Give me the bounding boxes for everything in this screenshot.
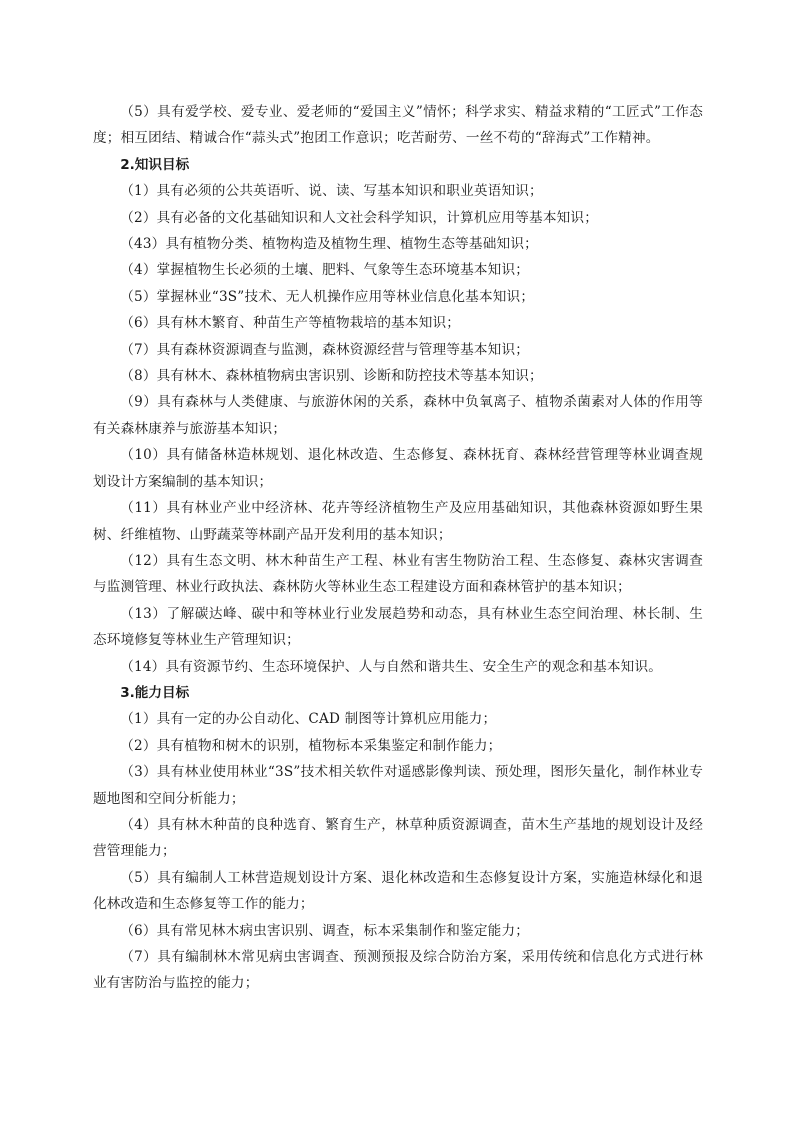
- ability-item-1: （1）具有一定的办公自动化、CAD 制图等计算机应用能力；: [120, 711, 497, 728]
- knowledge-item-6: （6）具有林木繁育、种苗生产等植物栽培的基本知识；: [120, 315, 461, 332]
- ability-item-3: （3）具有林业使用林业“3S”技术相关软件对遥感影像判读、预处理，图形矢量化，制作林业专题地图和空间分析能力；: [93, 764, 703, 807]
- knowledge-item-5: （5）掌握林业“3S”技术、无人机操作应用等林业信息化基本知识；: [120, 288, 535, 305]
- knowledge-item-11: （11）具有林业产业中经济林、花卉等经济植物生产及应用基础知识，其他森林资源如野生果树、纤维植物、山野蔬菜等林副产品开发利用的基本知识；: [93, 500, 703, 543]
- ability-item-7: （7）具有编制林木常见病虫害调查、预测预报及综合防治方案，采用传统和信息化方式进行林业有害防治与监控的能力；: [93, 949, 703, 992]
- knowledge-item-2: （2）具有必备的文化基础知识和人文社会科学知识，计算机应用等基本知识；: [120, 209, 599, 226]
- knowledge-item-9: （9）具有森林与人类健康、与旅游休闲的关系，森林中负氧离子、植物杀菌素对人体的作用等有关森林康养与旅游基本知识；: [93, 394, 703, 437]
- knowledge-item-8: （8）具有林木、森林植物病虫害识别、诊断和防控技术等基本知识；: [120, 368, 543, 385]
- knowledge-item-1: （1）具有必须的公共英语听、说、读、写基本知识和职业英语知识；: [120, 183, 543, 200]
- section-heading-ability: 3.能力目标: [120, 684, 190, 701]
- knowledge-item-13: （13）了解碳达峰、碳中和等林业行业发展趋势和动态，具有林业生态空间治理、林长制、生态环境修复等林业生产管理知识；: [93, 605, 703, 649]
- ability-item-6: （6）具有常见林木病虫害识别、调查，标本采集制作和鉴定能力；: [120, 922, 530, 939]
- knowledge-item-3: （43）具有植物分类、植物构造及植物生理、植物生态等基础知识；: [120, 236, 538, 253]
- knowledge-item-7: （7）具有森林资源调查与监测，森林资源经营与管理等基本知识；: [120, 341, 530, 358]
- ability-item-4: （4）具有林木种苗的良种选育、繁育生产，林草种质资源调查，苗木生产基地的规划设计及经营管理能力；: [93, 816, 703, 860]
- document-body: [93, 99, 703, 997]
- knowledge-item-12: （12）具有生态文明、林木种苗生产工程、林业有害生物防治工程、生态修复、森林灾害调查与监测管理、林业行政执法、森林防火等林业生态工程建设方面和森林管护的基本知识；: [93, 552, 703, 596]
- ability-item-5: （5）具有编制人工林营造规划设计方案、退化林改造和生态修复设计方案，实施造林绿化和退化林改造和生态修复等工作的能力；: [93, 869, 703, 913]
- section-heading-knowledge: 2.知识目标: [120, 156, 190, 173]
- knowledge-item-10: （10）具有储备林造林规划、退化林改造、生态修复、森林抚育、森林经营管理等林业调查规划设计方案编制的基本知识；: [93, 447, 703, 490]
- knowledge-item-4: （4）掌握植物生长必须的土壤、肥料、气象等生态环境基本知识；: [120, 262, 530, 279]
- knowledge-item-14: （14）具有资源节约、生态环境保护、人与自然和谐共生、安全生产的观念和基本知识。: [120, 658, 663, 675]
- ability-item-2: （2）具有植物和树木的识别，植物标本采集鉴定和制作能力；: [120, 737, 502, 754]
- paragraph-attitude-5: （5）具有爱学校、爱专业、爱老师的“爱国主义”情怀；科学求实、精益求精的“工匠式”工作态度；相互团结、精诚合作“蒜头式”抱团工作意识；吃苦耐劳、一丝不苟的“辞海式”工作精神。: [93, 104, 703, 147]
